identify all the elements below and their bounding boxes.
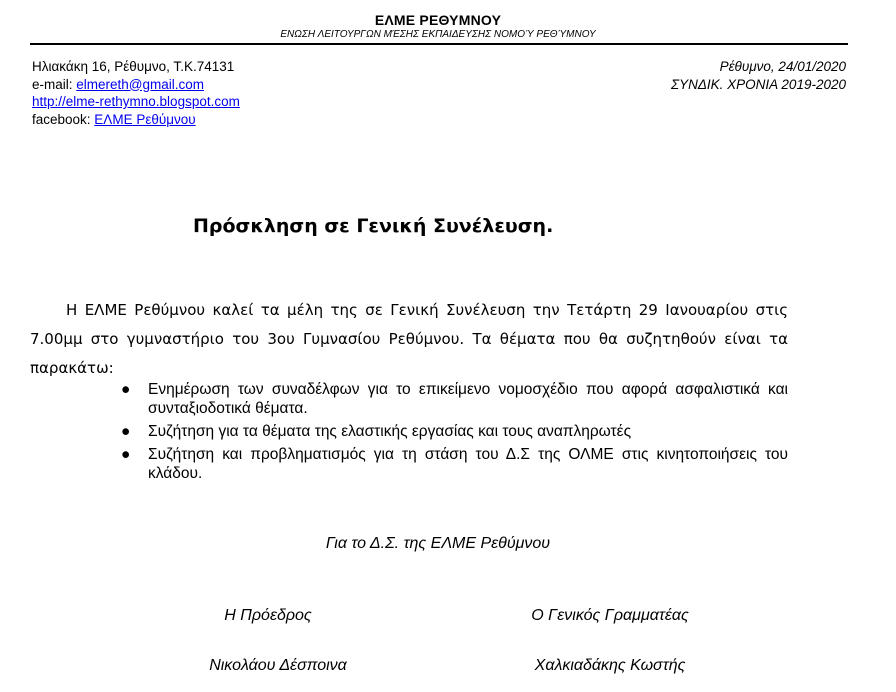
topic-item — [121, 380, 788, 418]
topic-text: Συζήτηση για τα θέματα της ελαστικής εργασίας και τους αναπληρωτές — [148, 423, 632, 440]
address: Ηλιακάκη 16, Ρέθυμνο, Τ.Κ.74131 — [32, 59, 235, 74]
contact-block — [32, 58, 240, 128]
email-line — [32, 76, 240, 94]
email-link[interactable]: elmereth@gmail.com — [76, 76, 205, 92]
topic-text: Ενημέρωση των συναδέλφων για το επικείμενο νομοσχέδιο που αφορά ασφαλιστικά και συνταξιοδοτικά θέματα. — [148, 381, 788, 417]
bullet-icon: ● — [121, 423, 131, 440]
blog-link[interactable]: http://elme-rethymno.blogspot.com — [32, 94, 240, 109]
meta-block — [671, 58, 846, 93]
topics-list — [121, 380, 788, 487]
president-role: Η Πρόεδρος — [224, 607, 312, 624]
topic-item — [121, 422, 788, 441]
header-divider — [30, 43, 848, 45]
org-title: ΕΛΜΕ ΡΕΘΥΜΝΟΥ — [374, 12, 502, 28]
topic-item — [121, 445, 788, 483]
union-years: ΣΥΝΔΙΚ. ΧΡΟΝΙΑ 2019-2020 — [671, 76, 846, 92]
document-date: Ρέθυμνο, 24/01/2020 — [719, 59, 846, 74]
facebook-line — [32, 111, 240, 129]
signature-intro: Για το Δ.Σ. της ΕΛΜΕ Ρεθύμνου — [325, 535, 551, 552]
email-label: e-mail: — [32, 76, 77, 92]
blog-line — [32, 93, 240, 111]
org-subtitle: ΕΝΩΣΗ ΛΕΙΤΟΥΡΓΩΝ ΜΈΣΗΣ ΕΚΠΑΙΔΕΥΣΗΣ ΝΟΜΟΎ ΡΕΘΎΜΝΟΥ — [280, 29, 596, 40]
facebook-link[interactable]: ΕΛΜΕ Ρεθύμνου — [94, 111, 196, 127]
secretary-name: Χαλκιαδάκης Κωστής — [534, 657, 686, 674]
document-title: Πρόσκληση σε Γενική Συνέλευση. — [193, 215, 554, 237]
bullet-icon: ● — [121, 446, 131, 463]
body-paragraph: Η ΕΛΜΕ Ρεθύμνου καλεί τα μέλη της σε Γενική Συνέλευση την Τετάρτη 29 Ιανουαρίου στις 7.00μμ στο γυμναστήριο του 3ου Γυμνασίου Ρεθύμνου. Τα θέματα που θα συζητηθούν είναι τα παρακάτω: — [30, 301, 788, 377]
president-name: Νικολάου Δέσποινα — [209, 657, 347, 674]
bullet-icon: ● — [121, 381, 131, 398]
facebook-label: facebook: — [32, 111, 95, 127]
secretary-role: Ο Γενικός Γραμματέας — [531, 607, 689, 624]
topic-text: Συζήτηση και προβληματισμός για τη στάση του Δ.Σ της ΟΛΜΕ στις κινητοποιήσεις του κλάδου. — [148, 446, 788, 482]
